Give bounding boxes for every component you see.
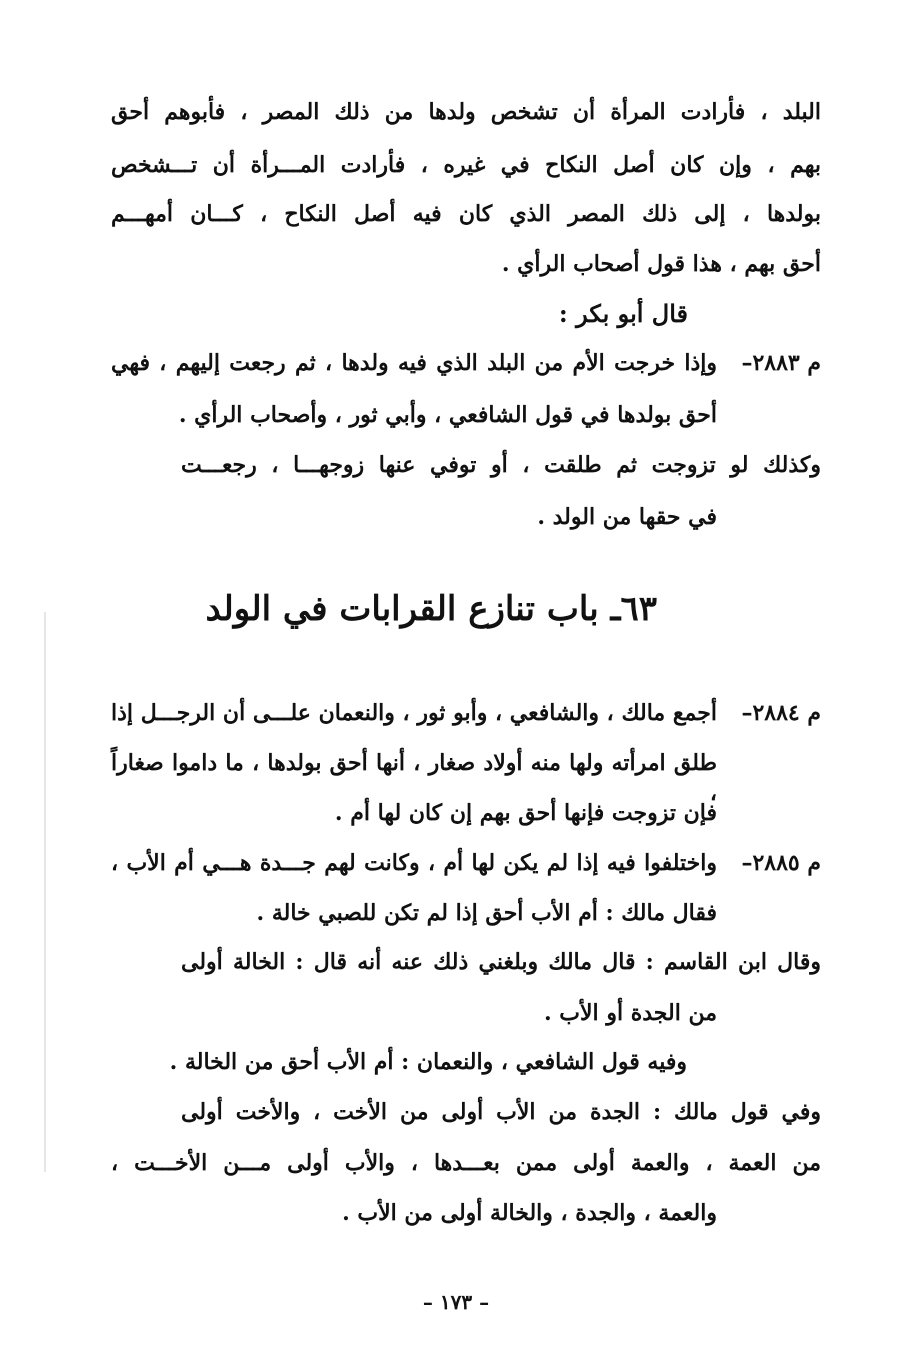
text-line: وإذا خرجت الأم من البلد الذي فيه ولدها ، ثم رجعت إليهم ، فهي bbox=[111, 350, 717, 376]
speaker-heading: قال أبو بكر : bbox=[558, 299, 688, 328]
entry-number: م ٢٨٨٤– bbox=[741, 700, 821, 726]
text-line: فإن تزوجت فإنها أحق بهم إن كان لها أم . bbox=[334, 800, 717, 826]
text-line: فقال مالك : أم الأب أحق إذا لم تكن للصبي خالة . bbox=[256, 900, 717, 926]
chapter-heading: ٦٣ـ باب تنازع القرابات في الولد bbox=[205, 589, 657, 629]
text-line: واختلفوا فيه إذا لم يكن لها أم ، وكانت لهم جـــدة هـــي أم الأب ، bbox=[111, 850, 717, 876]
text-line: من العمة ، والعمة أولى ممن بعـــدها ، والأب أولى مـــن الأخـــت ، bbox=[111, 1150, 821, 1176]
text-line: في حقها من الولد . bbox=[537, 504, 717, 530]
text-line: وفيه قول الشافعي ، والنعمان : أم الأب أحق من الخالة . bbox=[169, 1049, 687, 1075]
entry-number: م ٢٨٨٣– bbox=[741, 350, 821, 376]
text-line: وقال ابن القاسم : قال مالك وبلغني ذلك عنه أنه قال : الخالة أولى bbox=[181, 949, 821, 975]
scan-margin-line bbox=[44, 612, 46, 1172]
text-line: البلد ، فأرادت المرأة أن تشخص ولدها من ذلك المصر ، فأبوهم أحق bbox=[111, 99, 821, 125]
entry-number: م ٢٨٨٥– bbox=[741, 850, 821, 876]
text-line: أجمع مالك ، والشافعي ، وأبو ثور ، والنعمان علـــى أن الرجـــل إذا bbox=[111, 700, 717, 726]
text-line: أحق بهم ، هذا قول أصحاب الرأي . bbox=[501, 251, 821, 277]
text-line: طلق امرأته ولها منه أولاد صغار ، أنها أحق بولدها ، ما داموا صغاراً ، bbox=[111, 750, 717, 806]
page-number: – ١٧٣ – bbox=[422, 1290, 490, 1314]
text-line: وكذلك لو تزوجت ثم طلقت ، أو توفي عنها زوجهـــا ، رجعـــت bbox=[181, 452, 821, 478]
text-line: بهم ، وإن كان أصل النكاح في غيره ، فأرادت المـــرأة أن تـــشخص bbox=[111, 152, 821, 178]
text-line: والعمة ، والجدة ، والخالة أولى من الأب . bbox=[342, 1200, 717, 1226]
text-line: وفي قول مالك : الجدة من الأب أولى من الأخت ، والأخت أولى bbox=[181, 1099, 821, 1125]
text-line: بولدها ، إلى ذلك المصر الذي كان فيه أصل النكاح ، كـــان أمهـــم bbox=[111, 201, 821, 227]
text-line: من الجدة أو الأب . bbox=[543, 1000, 717, 1026]
text-line: أحق بولدها في قول الشافعي ، وأبي ثور ، وأصحاب الرأي . bbox=[178, 402, 717, 428]
